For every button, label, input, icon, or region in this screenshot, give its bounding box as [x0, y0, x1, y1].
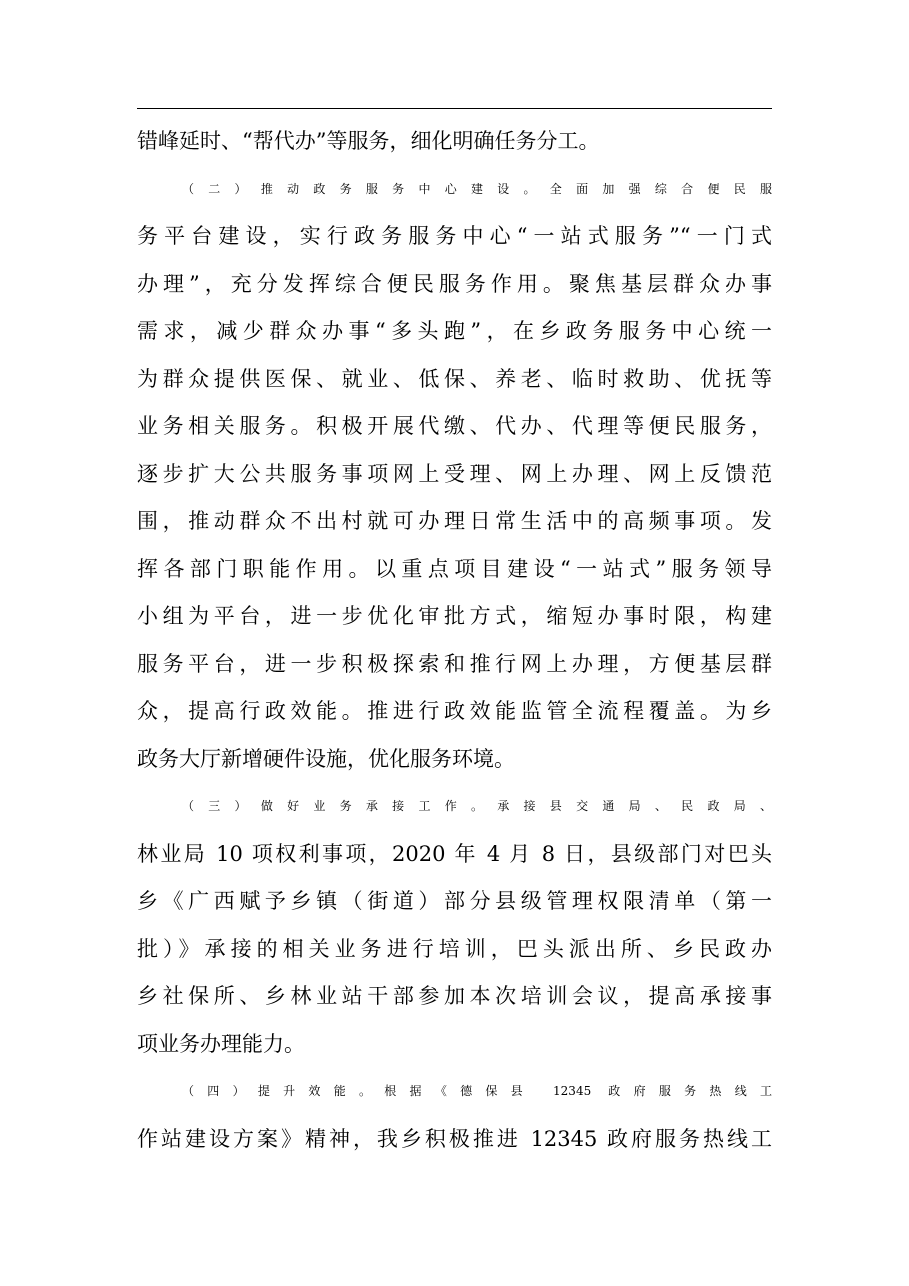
text-line: 政务大厅新增硬件设施，优化服务环境。: [137, 746, 515, 771]
text-line: 业务相关服务。积极开展代缴、代办、代理等便民服务，: [137, 414, 772, 438]
text-line: 小组为平台，进一步优化审批方式，缩短办事时限，构建: [137, 604, 772, 628]
header-rule: [137, 108, 772, 109]
text-line: （四）提升效能。根据《德保县 12345 政府服务热线工: [182, 1084, 772, 1098]
text-line: 作站建设方案》精神，我乡积极推进 12345 政府服务热线工: [137, 1126, 772, 1151]
text-line: 乡社保所、乡林业站干部参加本次培训会议，提高承接事: [137, 984, 772, 1008]
text-line: 为群众提供医保、就业、低保、养老、临时救助、优抚等: [137, 366, 772, 391]
text-line: 逐步扩大公共服务事项网上受理、网上办理、网上反馈范: [137, 461, 772, 486]
text-line: 办理”，充分发挥综合便民服务作用。聚焦基层群众办事: [137, 271, 772, 296]
text-line: 服务平台，进一步积极探索和推行网上办理，方便基层群: [137, 651, 772, 676]
text-line: 众，提高行政效能。推进行政效能监管全流程覆盖。为乡: [137, 699, 772, 723]
text-line: 围，推动群众不出村就可办理日常生活中的高频事项。发: [137, 509, 772, 533]
text-line: 需求，减少群众办事“多头跑”，在乡政务服务中心统一: [137, 319, 772, 343]
text-line: 项业务办理能力。: [137, 1031, 305, 1056]
text-line: 批）》承接的相关业务进行培训，巴头派出所、乡民政办: [137, 936, 772, 961]
body-text: [137, 118, 772, 1163]
text-line: 错峰延时、“帮代办”等服务，细化明确任务分工。: [137, 129, 600, 153]
text-line: 林业局 10 项权利事项，2020 年 4 月 8 日，县级部门对巴头: [137, 841, 772, 866]
text-line: （二）推动政务服务中心建设。全面加强综合便民服: [182, 181, 772, 196]
text-line: 务平台建设，实行政务服务中心“一站式服务”“一门式: [137, 224, 772, 248]
text-line: 乡《广西赋予乡镇（街道）部分县级管理权限清单（第一: [137, 889, 772, 913]
text-line: （三）做好业务承接工作。承接县交通局、民政局、: [182, 799, 772, 813]
text-line: 挥各部门职能作用。以重点项目建设“一站式”服务领导: [137, 556, 772, 581]
